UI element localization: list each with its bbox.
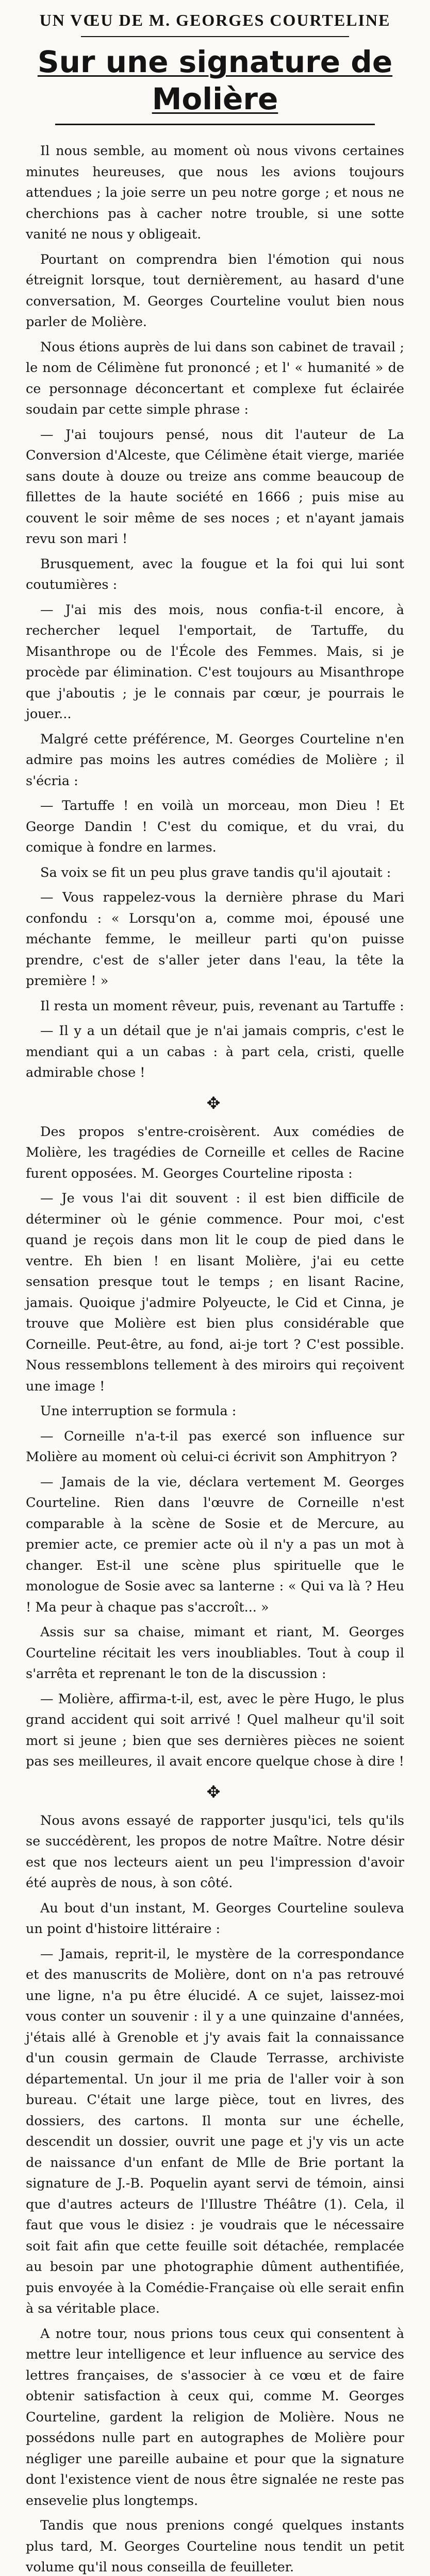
paragraph: Au bout d'un instant, M. Georges Courteline souleva un point d'histoire littéraire : bbox=[26, 1900, 404, 1937]
paragraph: Des propos s'entre-croisèrent. Aux comédies de Molière, les tragédies de Corneille et celles de Racine furent opposées. M. Georges Courteline riposta : bbox=[26, 1124, 404, 1181]
paragraph: A notre tour, nous prions tous ceux qui consentent à mettre leur intelligence et leur influence au service des lettres françaises, de s'associer à ce vœu et de faire obtenir satisfaction à ceux qui, comme M. Georges Courteline, gardent la religion de Molière. Nous ne possédons nulle part en autographes de Molière pour négliger une pareille aubaine et pour que la signature dont l'existence vient de nous être signalée ne reste pas ensevelie plus longtemps. bbox=[26, 2326, 404, 2509]
paragraph: Malgré cette préférence, M. Georges Courteline n'en admire pas moins les autres comédies de Molière ; il s'écria : bbox=[26, 731, 404, 789]
paragraph: — Je vous l'ai dit souvent : il est bien difficile de déterminer où le génie commence. Pour moi, c'est quand je reçois dans mon lit le coup de pied dans le ventre. Eh bien ! en lisant Molière, j'ai eu cette sensation presque tout le temps ; en lisant Racine, jamais. Quoique j'admire Polyeucte, le Cid et Cinna, je trouve que Molière est bien plus considérable que Corneille. Peut-être, au fond, ai-je tort ? C'est possible. Nous ressemblons tellement à des miroirs qui reçoivent une image ! bbox=[26, 1191, 404, 1394]
paragraph: — Jamais de la vie, déclara vertement M. Georges Courteline. Rien dans l'œuvre de Corneille n'est comparable à la scène de Sosie et de Mercure, au premier acte, ce premier acte où il n'y a pas un mot à changer. Est-il une scène plus spirituelle que le monologue de Sosie avec sa lanterne : « Qui va là ? Heu ! Ma peur à chaque pas s'accroît... » bbox=[26, 1474, 404, 1615]
title-divider bbox=[55, 124, 375, 125]
paragraph: Tandis que nous prenions congé quelques instants plus tard, M. Georges Courteline nous tendit un petit volume qu'il nous conseilla de feuilleter. bbox=[26, 2518, 404, 2575]
paragraph: Brusquement, avec la fougue et la foi qui lui sont coutumières : bbox=[26, 556, 404, 592]
paragraph: — Molière, affirma-t-il, est, avec le père Hugo, le plus grand accident qui soit arrivé ! Quel malheur qu'il soit mort si jeune ; bien que ses dernières pièces ne soient pas ses meilleures, il avait encore quelque chose à dire ! bbox=[26, 1691, 404, 1769]
paragraph: Il resta un moment rêveur, puis, revenant au Tartuffe : bbox=[40, 998, 404, 1014]
paragraph: Pourtant on comprendra bien l'émotion qui nous étreignit lorsque, tout dernièrement, au hasard d'une conversation, M. Georges Courteline voulut bien nous parler de Molière. bbox=[26, 251, 404, 330]
paragraph: — J'ai mis des mois, nous confia-t-il encore, à rechercher lequel l'emportait, de Tartuffe, du Misanthrope ou de l'École des Femmes. Mais, si je procède par élimination. C'est toujours au Misanthrope que j'aboutis ; je le connais par cœur, je pourrais le jouer... bbox=[26, 602, 404, 722]
paragraph: Nous étions auprès de lui dans son cabinet de travail ; le nom de Célimène fut prononcé ; et l' « humanité » de ce personnage déconcertant et complexe fut éclairée soudain par cette simple phrase : bbox=[26, 339, 404, 417]
kicker-divider bbox=[81, 36, 349, 37]
paragraph: — Jamais, reprit-il, le mystère de la correspondance et des manuscrits de Molière, dont on n'a pas retrouvé une ligne, n'a pu être élucidé. A ce sujet, laissez-moi vous conter un souvenir : il y a une quinzaine d'années, j'étais allé à Grenoble et j'y avais fait la connaissance d'un cousin germain de Claude Terrasse, archiviste départemental. Un jour il me pria de l'aller voir à son bureau. C'était une large pièce, tout en livres, des dossiers, des cartons. Il monta sur une échelle, descendit un dossier, ouvrit une page et j'y vis un acte de naissance d'un enfant de Mlle de Brie portant la signature de J.-B. Poquelin ayant servi de témoin, ainsi que d'autres acteurs de l'Illustre Théâtre (1). Cela, il faut que vous le disiez : je voudrais que le nécessaire soit fait afin que cette feuille soit détachée, remplacée au besoin par une photographie dûment authentifiée, puis envoyée à la Comédie-Française où elle serait enfin à sa véritable place. bbox=[26, 1946, 404, 2316]
section-ornament: ✥ bbox=[206, 1782, 224, 1802]
paragraph: — Il y a un détail que je n'ai jamais compris, c'est le mendiant qui a un cabas : à part cela, cristi, quelle admirable chose ! bbox=[26, 1023, 404, 1080]
paragraph: Nous avons essayé de rapporter jusqu'ici, tels qu'ils se succédèrent, les propos de notre Maître. Notre désir est que nos lecteurs aient un peu l'impression d'avoir été auprès de nous, à son côté. bbox=[26, 1812, 404, 1891]
article-title: Sur une signature de Molière bbox=[37, 44, 393, 116]
paragraph: Assis sur sa chaise, mimant et riant, M. Georges Courteline récitait les vers inoubliables. Tout à coup il s'arrêta et reprenant le ton de la discussion : bbox=[26, 1624, 404, 1682]
paragraph: — Vous rappelez-vous la dernière phrase du Mari confondu : « Lorsqu'on a, comme moi, épousé une méchante femme, le meilleur parti qu'on puisse prendre, c'est de s'aller jeter dans l'eau, la tête la première ! » bbox=[26, 890, 404, 989]
section-ornament: ✥ bbox=[206, 1093, 224, 1113]
paragraph: — J'ai toujours pensé, nous dit l'auteur de La Conversion d'Alceste, que Célimène était vierge, mariée sans doute à douze ou treize ans comme beaucoup de fillettes de la haute société en 1666 ; puis mise au couvent le soir même de ses noces ; et n'ayant jamais revu son mari ! bbox=[26, 427, 404, 547]
paragraph: — Tartuffe ! en voilà un morceau, mon Dieu ! Et George Dandin ! C'est du comique, et du vrai, du comique à fondre en larmes. bbox=[26, 798, 404, 855]
article-kicker: UN VŒU DE M. GEORGES COURTELINE bbox=[39, 11, 391, 29]
paragraph: Il nous semble, au moment où nous vivons certaines minutes heureuses, que nous les avions toujours attendues ; la joie serre un peu notre gorge ; et nous ne cherchions pas à cacher notre trouble, si une sotte vanité ne nous y obligeait. bbox=[26, 143, 404, 242]
paragraph: Sa voix se fit un peu plus grave tandis qu'il ajoutait : bbox=[40, 865, 391, 880]
paragraph: — Corneille n'a-t-il pas exercé son influence sur Molière au moment où celui-ci écrivit son Amphitryon ? bbox=[26, 1428, 404, 1465]
article-column bbox=[26, 9, 404, 2576]
paragraph: Une interruption se formula : bbox=[40, 1403, 237, 1419]
article-body bbox=[26, 141, 404, 2576]
